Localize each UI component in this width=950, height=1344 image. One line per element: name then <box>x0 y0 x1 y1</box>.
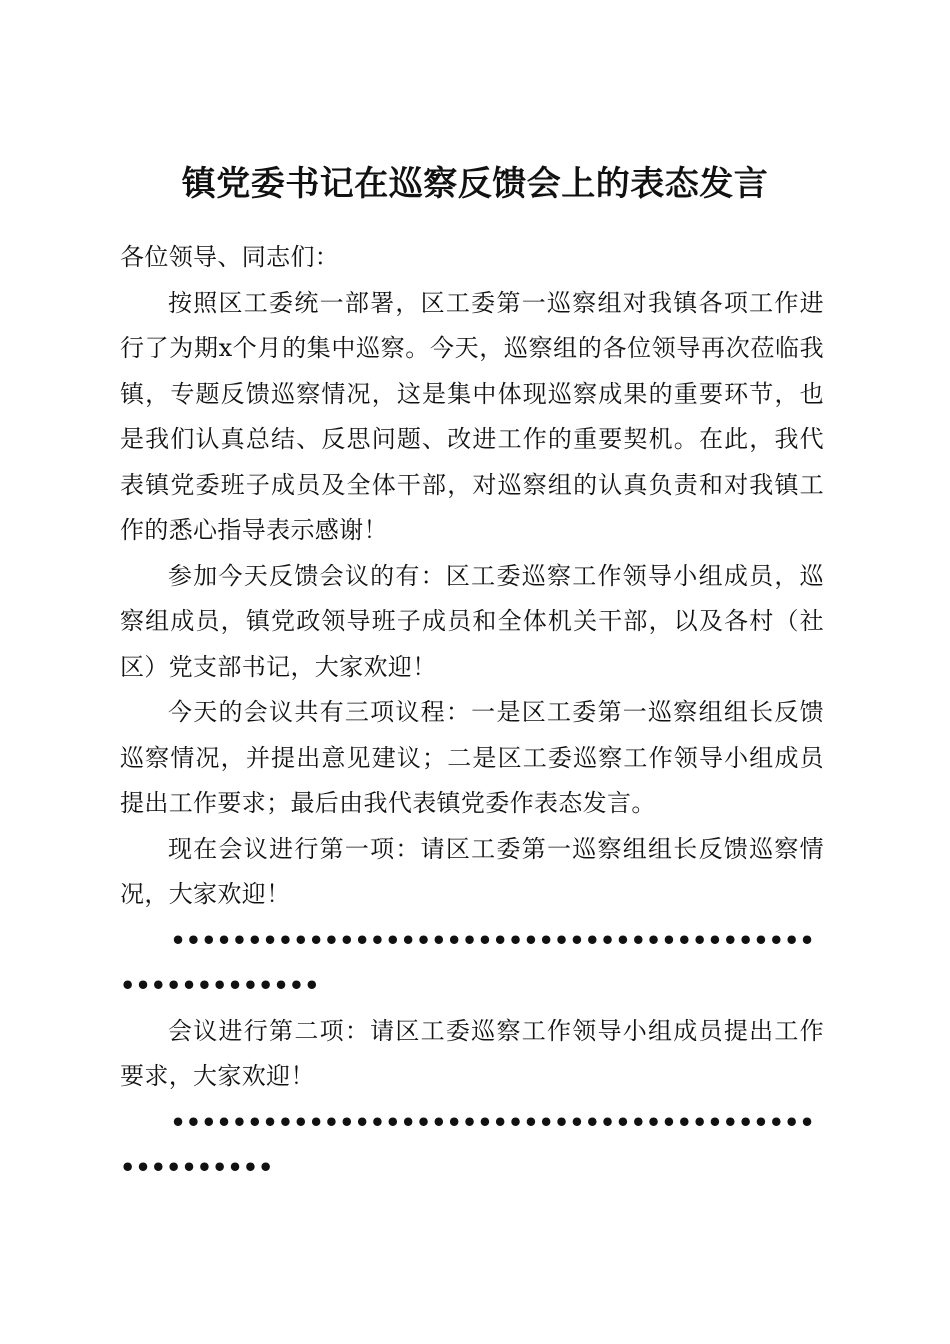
salutation: 各位领导、同志们： <box>120 243 340 271</box>
paragraph-attendees: 参加今天反馈会议的有：区工委巡察工作领导小组成员，巡察组成员，镇党政领导班子成员和全体机关干部，以及各村（社区）党支部书记，大家欢迎！ <box>120 561 824 681</box>
document-body <box>120 235 824 1191</box>
paragraph-item-two: 会议进行第二项：请区工委巡察工作领导小组成员提出工作要求，大家欢迎！ <box>120 1016 824 1090</box>
ellipsis-block-2: •••••••••••••••••••••••••••••••••••••••••••••••••••• <box>120 1107 815 1182</box>
paragraph-intro: 按照区工委统一部署，区工委第一巡察组对我镇各项工作进行了为期x个月的集中巡察。今天，巡察组的各位领导再次莅临我镇，专题反馈巡察情况，这是集中体现巡察成果的重要环节，也是我们认真总结、反思问题、改进工作的重要契机。在此，我代表镇党委班子成员及全体干部，对巡察组的认真负责和对我镇工作的悉心指导表示感谢！ <box>120 288 824 544</box>
paragraph-agenda: 今天的会议共有三项议程：一是区工委第一巡察组组长反馈巡察情况，并提出意见建议；二是区工委巡察工作领导小组成员提出工作要求；最后由我代表镇党委作表态发言。 <box>120 698 824 817</box>
paragraph-item-one: 现在会议进行第一项：请区工委第一巡察组组长反馈巡察情况，大家欢迎！ <box>120 834 824 908</box>
ellipsis-block-1: ••••••••••••••••••••••••••••••••••••••••••••••••••••••• <box>120 925 815 1000</box>
document-title: 镇党委书记在巡察反馈会上的表态发言 <box>181 163 769 204</box>
